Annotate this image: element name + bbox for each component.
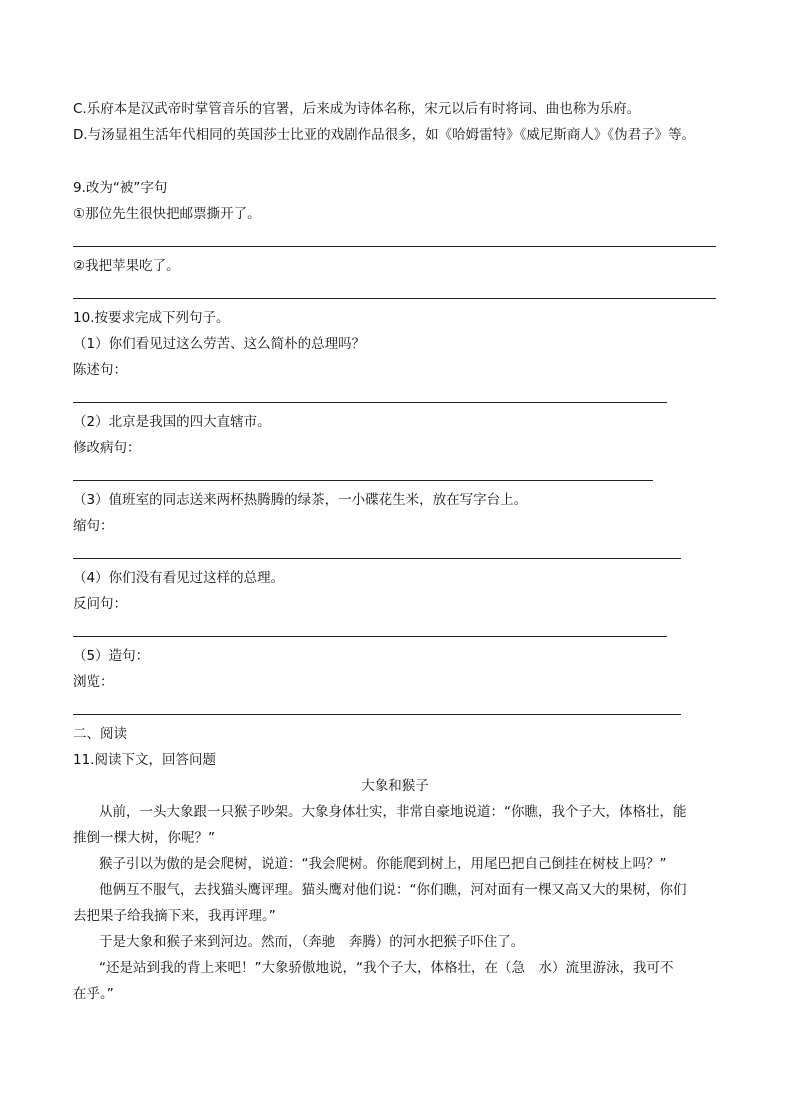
- question-11-title: 11.阅读下文，回答问题: [73, 752, 216, 768]
- question-10-sentence-2: （2）北京是我国的四大直辖市。: [73, 414, 271, 430]
- question-10-sentence-1: （1）你们看见过这么劳苦、这么简朴的总理吗？: [73, 336, 366, 352]
- rhetorical-label: 反问句：: [73, 596, 127, 612]
- correction-label: 修改病句：: [73, 440, 141, 456]
- answer-line: [73, 246, 716, 247]
- paragraph: 从前，一头大象跟一只猴子吵架。大象身体壮实，非常自豪地说道：“你瞧，我个子大，体格壮，能: [99, 804, 687, 820]
- answer-line: [73, 480, 653, 481]
- paragraph: 推倒一棵大树，你呢？”: [73, 830, 215, 846]
- paragraph: 去把果子给我摘下来，我再评理。”: [73, 908, 276, 924]
- condense-label: 缩句：: [73, 518, 114, 534]
- paragraph: “还是站到我的背上来吧！”大象骄傲地说，“我个子大，体格壮，在（急 水）流里游泳，我可不: [99, 960, 674, 976]
- question-9-item-1: ①那位先生很快把邮票撕开了。: [73, 206, 261, 222]
- answer-line: [73, 558, 681, 559]
- question-9-title: 9.改为“被”字句: [73, 180, 168, 196]
- answer-line: [73, 714, 681, 715]
- answer-line: [73, 298, 716, 299]
- browse-label: 浏览：: [73, 674, 114, 690]
- declarative-label: 陈述句：: [73, 362, 127, 378]
- question-9-item-2: ②我把苹果吃了。: [73, 258, 180, 274]
- answer-line: [73, 402, 667, 403]
- paragraph: 于是大象和猴子来到河边。然而，（奔驰 奔腾）的河水把猴子吓住了。: [99, 934, 525, 950]
- paragraph: 他俩互不服气，去找猫头鹰评理。猫头鹰对他们说：“你们瞧，河对面有一棵又高又大的果树，你们: [99, 882, 687, 898]
- section-heading: 二、阅读: [73, 726, 127, 742]
- question-10-title: 10.按要求完成下列句子。: [73, 310, 230, 326]
- story-title: 大象和猴子: [361, 778, 429, 794]
- question-10-sentence-4: （4）你们没有看见过这样的总理。: [73, 570, 285, 586]
- option-c: C.乐府本是汉武帝时掌管音乐的官署，后来成为诗体名称，宋元以后有时将词、曲也称为乐府。: [73, 101, 641, 117]
- question-10-sentence-5: （5）造句：: [73, 648, 150, 664]
- paragraph: 在乎。”: [73, 986, 114, 1002]
- option-d: D.与汤显祖生活年代相同的英国莎士比亚的戏剧作品很多，如《哈姆雷特》《威尼斯商人》《伪君子》等。: [73, 127, 696, 143]
- question-10-sentence-3: （3）值班室的同志送来两杯热腾腾的绿茶，一小碟花生米，放在写字台上。: [73, 492, 528, 508]
- answer-line: [73, 636, 667, 637]
- paragraph: 猴子引以为傲的是会爬树，说道：“我会爬树。你能爬到树上，用尾巴把自己倒挂在树枝上吗？”: [99, 856, 667, 872]
